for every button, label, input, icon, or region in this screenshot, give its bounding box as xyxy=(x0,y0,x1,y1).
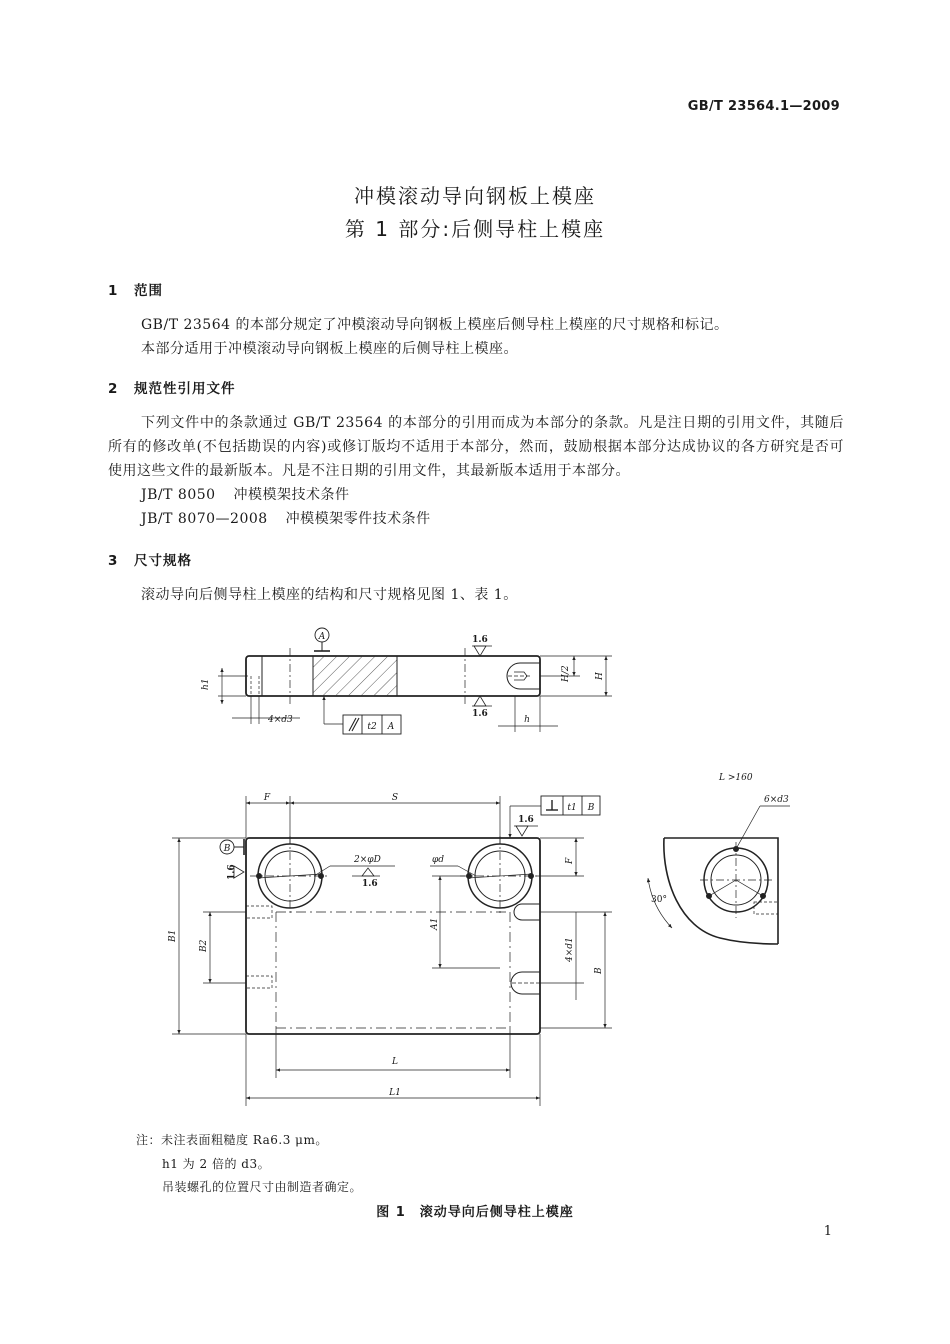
section-2-paragraph: 下列文件中的条款通过 GB/T 23564 的本部分的引用而成为本部分的条款。凡是注日期的引用文件，其随后所有的修改单(不包括勘误的内容)或修订版均不适用于本部分，然而，鼓励根据本部分达成协议的各方研究是否可使用这些文件的最新版本。凡是不注日期的引用文件，其最新版本适用于本部分。 xyxy=(108,415,844,479)
section-number: 1 xyxy=(108,283,119,299)
section-title: 范围 xyxy=(134,283,163,299)
section-1-paragraph-2: 本部分适用于冲模滚动导向钢板上模座的后侧导柱上模座。 xyxy=(141,341,518,357)
label-roughness-bottom: 1.6 xyxy=(472,709,488,719)
label-t1: t1 xyxy=(567,803,577,813)
reference-title: 冲模模架技术条件 xyxy=(233,487,350,503)
label-h-big: H xyxy=(595,672,605,680)
label-b2: B2 xyxy=(199,939,209,952)
section-3-paragraph: 滚动导向后侧导柱上模座的结构和尺寸规格见图 1、表 1。 xyxy=(141,587,518,603)
label-t2: t2 xyxy=(367,722,377,732)
label-4xd3: 4×d3 xyxy=(268,715,293,725)
detail-view xyxy=(648,806,790,944)
section-title: 尺寸规格 xyxy=(134,553,192,569)
figure-caption: 图 1 滚动导向后侧导柱上模座 xyxy=(376,1205,574,1220)
section-1-paragraph-1: GB/T 23564 的本部分规定了冲模滚动导向钢板上模座后侧导柱上模座的尺寸规格和标记。 xyxy=(141,317,729,333)
section-number: 2 xyxy=(108,381,119,397)
label-roughness-plan: 1.6 xyxy=(518,815,534,825)
label-datum-b: B xyxy=(223,844,231,854)
label-l-gt-160: L >160 xyxy=(719,773,753,783)
page-number: 1 xyxy=(823,1224,832,1239)
label-roughness-top: 1.6 xyxy=(472,635,488,645)
label-b: B xyxy=(594,967,604,974)
title-line-1: 冲模滚动导向钢板上模座 xyxy=(354,184,596,208)
label-angle-30: 30° xyxy=(651,895,667,905)
section-number: 3 xyxy=(108,553,119,569)
figure-note-2: h1 为 2 倍的 d3。 xyxy=(162,1157,271,1171)
label-f-right: F xyxy=(565,857,575,864)
figure-note-1: 注：未注表面粗糙度 Ra6.3 μm。 xyxy=(136,1133,328,1147)
standard-code: GB/T 23564.1—2009 xyxy=(687,99,840,114)
label-tol-datum-b: B xyxy=(587,803,595,813)
title-line-2: 第 1 部分:后侧导柱上模座 xyxy=(344,217,606,241)
label-roughness-side: 1.6 xyxy=(227,864,237,880)
label-tol-datum-a: A xyxy=(387,722,395,732)
label-s: S xyxy=(391,793,399,803)
label-6xd3: 6×d3 xyxy=(764,795,789,805)
label-h-small: h xyxy=(524,715,530,725)
label-2xphid: 2×φD xyxy=(354,855,381,865)
label-h1: h1 xyxy=(201,678,211,690)
figure-note-3: 吊装螺孔的位置尺寸由制造者确定。 xyxy=(162,1180,363,1194)
label-a1: A1 xyxy=(430,917,440,930)
reference-title: 冲模模架零件技术条件 xyxy=(285,511,431,527)
label-phi-d: φd xyxy=(432,855,445,865)
label-b1: B1 xyxy=(168,929,178,942)
reference-code: JB/T 8070—2008 xyxy=(141,511,268,527)
label-roughness-hole: 1.6 xyxy=(362,879,378,889)
section-title: 规范性引用文件 xyxy=(134,381,236,397)
label-f-top: F xyxy=(263,793,271,803)
label-half-h: H/2 xyxy=(561,665,571,682)
label-4xd1: 4×d1 xyxy=(565,937,575,962)
label-l: L xyxy=(392,1057,398,1067)
label-l1: L1 xyxy=(389,1088,401,1098)
label-datum-a: A xyxy=(318,632,326,642)
reference-code: JB/T 8050 xyxy=(141,487,216,503)
